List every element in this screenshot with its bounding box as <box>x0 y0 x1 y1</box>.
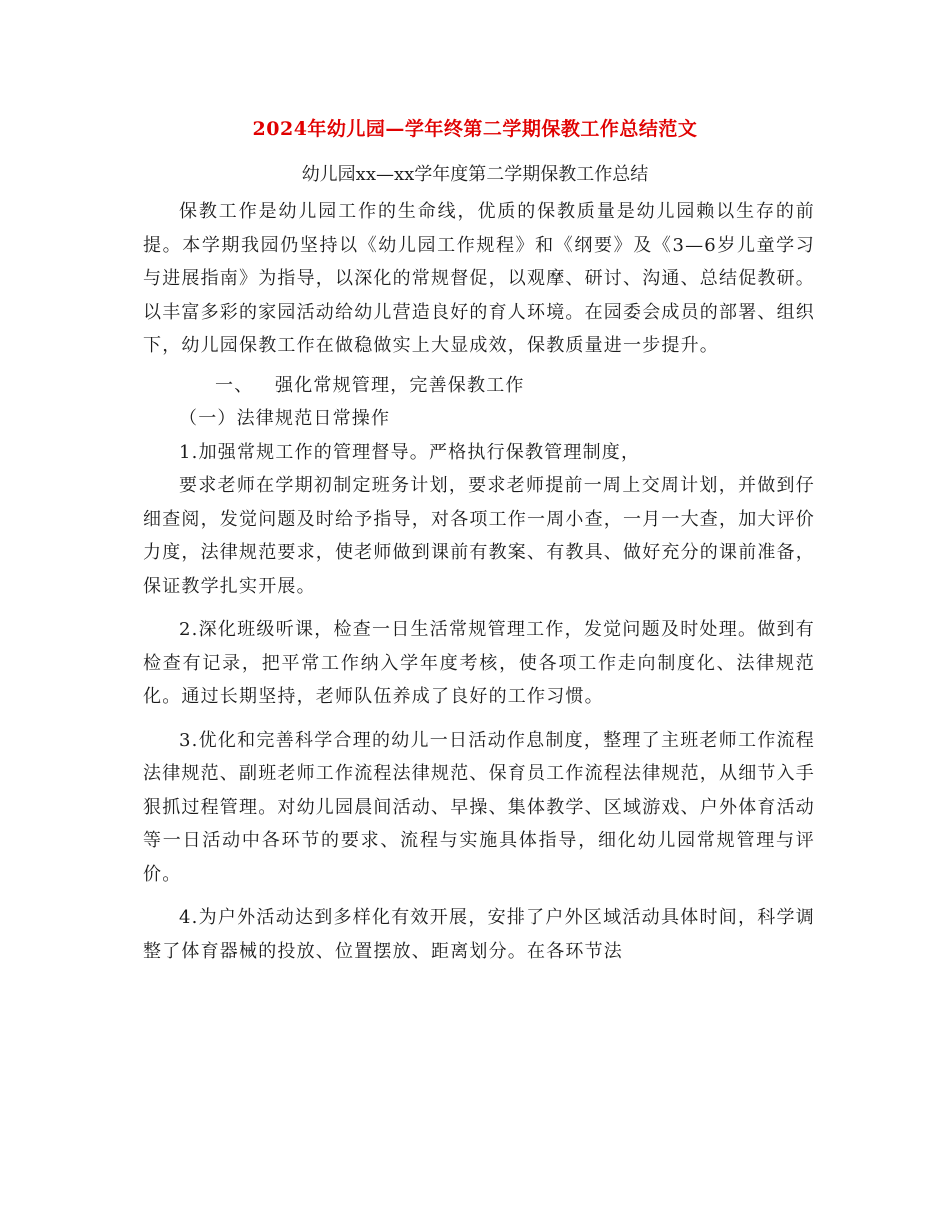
item-1-body: 要求老师在学期初制定班务计划，要求老师提前一周上交周计划，并做到仔细查阅，发觉问题及时给予指导，对各项工作一周小查，一月一大查，加大评价力度，法律规范要求，使老师做到课前有教案、有教具、做好充分的课前准备，保证教学扎实开展。 <box>143 475 815 597</box>
document-title: 2024年幼儿园—学年终第二学期保教工作总结范文 <box>252 118 698 140</box>
item-1-lead: 1.加强常规工作的管理督导。严格执行保教管理制度， <box>179 441 641 463</box>
document-subtitle: 幼儿园xx—xx学年度第二学期保教工作总结 <box>301 164 649 185</box>
item-4-paragraph: 4.为户外活动达到多样化有效开展，安排了户外区域活动具体时间，科学调整了体育器械的投放、位置摆放、距离划分。在各环节法 <box>143 907 815 962</box>
section-title: 强化常规管理，完善保教工作 <box>275 374 525 396</box>
intro-paragraph: 保教工作是幼儿园工作的生命线，优质的保教质量是幼儿园赖以生存的前提。本学期我园仍坚持以《幼儿园工作规程》和《纲要》及《3—6岁儿童学习与进展指南》为指导，以深化的常规督促，以观摩、研讨、沟通、总结促教研。以丰富多彩的家园活动给幼儿营造良好的育人环境。在园委会成员的部署、组织下，幼儿园保教工作在做稳做实上大显成效，保教质量进一步提升。 <box>143 201 815 356</box>
section-number: 一、 <box>215 374 254 396</box>
document-body <box>143 195 815 968</box>
section-heading <box>143 369 815 403</box>
subsection-heading: （一）法律规范日常操作 <box>179 408 391 429</box>
item-2-paragraph: 2.深化班级听课，检查一日生活常规管理工作，发觉问题及时处理。做到有检查有记录，把平常工作纳入学年度考核，使各项工作走向制度化、法律规范化。通过长期坚持，老师队伍养成了良好的工作习惯。 <box>143 619 815 707</box>
item-3-paragraph: 3.优化和完善科学合理的幼儿一日活动作息制度，整理了主班老师工作流程法律规范、副班老师工作流程法律规范、保育员工作流程法律规范，从细节入手狠抓过程管理。对幼儿园晨间活动、早操、集体教学、区域游戏、户外体育活动等一日活动中各环节的要求、流程与实施具体指导，细化幼儿园常规管理与评价。 <box>143 729 815 885</box>
